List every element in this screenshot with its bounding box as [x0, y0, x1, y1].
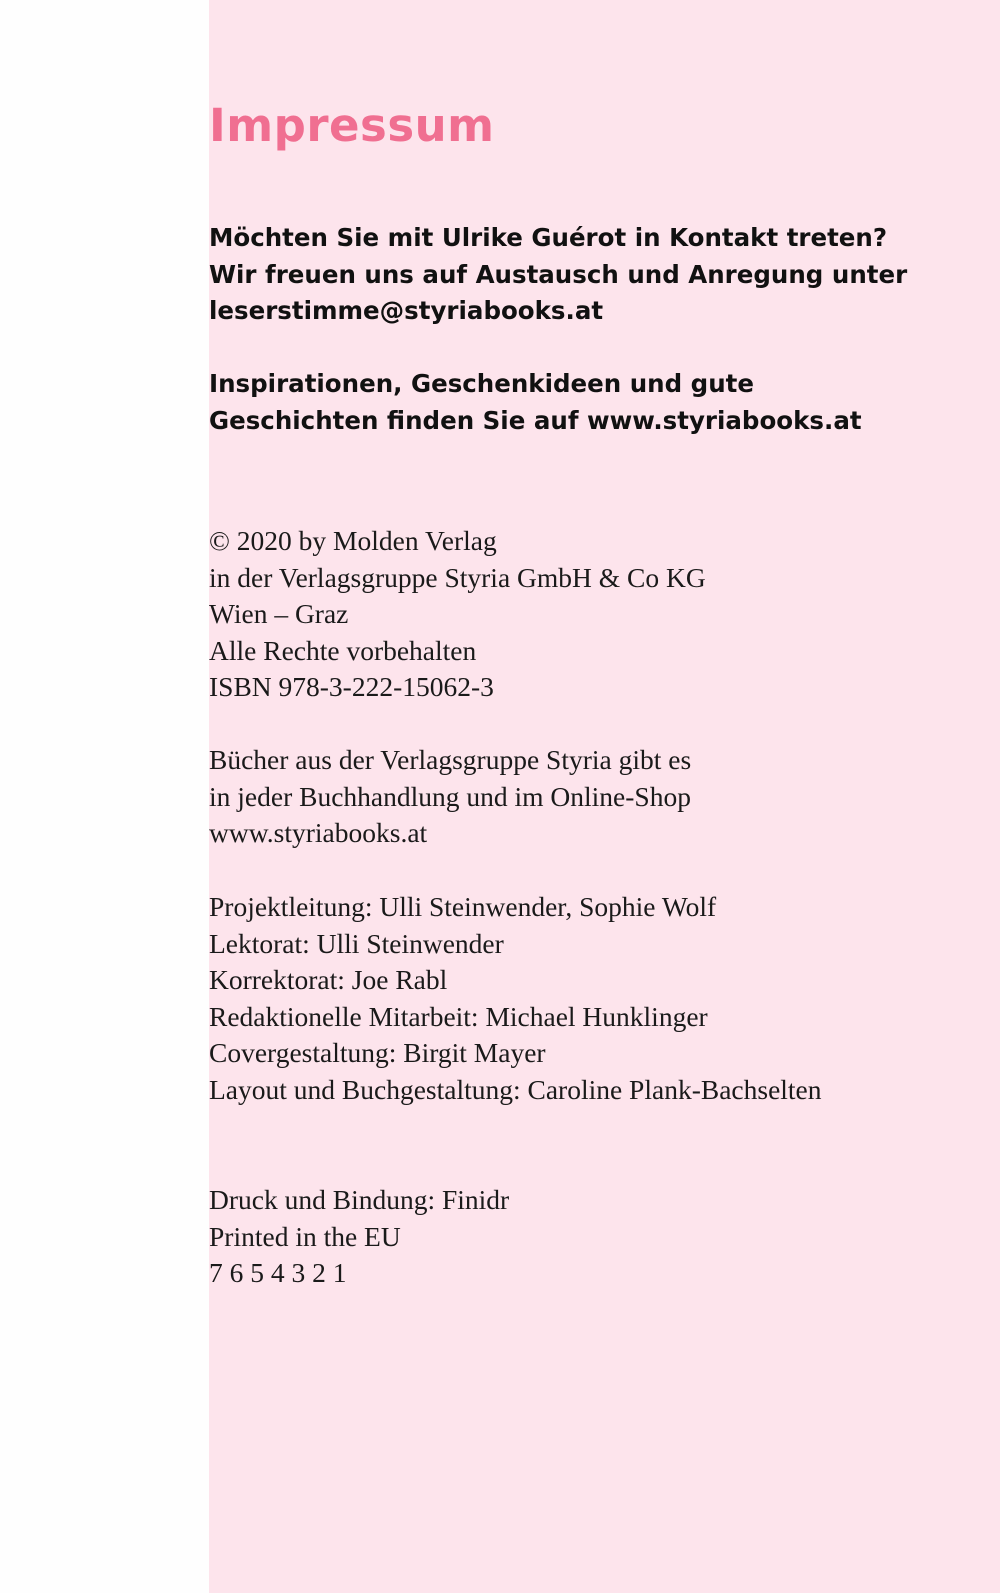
credit-line: Korrektorat: Joe Rabl	[209, 964, 448, 996]
books-availability-block	[209, 742, 691, 852]
copyright-line: © 2020 by Molden Verlag	[209, 525, 497, 556]
printing-line: Druck und Bindung: Finidr	[209, 1184, 510, 1215]
inspiration-line: Geschichten finden Sie auf www.styriabooks.at	[209, 405, 862, 435]
credit-line: Layout und Buchgestaltung: Caroline Plank-Bachselten	[209, 1073, 822, 1105]
printing-line: Printed in the EU	[209, 1220, 401, 1252]
credit-line: Lektorat: Ulli Steinwender	[209, 927, 504, 959]
contact-email-line: leserstimme@styriabooks.at	[209, 296, 604, 326]
inspiration-line: Inspirationen, Geschenkideen und gute	[209, 369, 754, 398]
page-title: Impressum	[209, 99, 495, 152]
website-line: www.styriabooks.at	[209, 817, 428, 849]
contact-line: Möchten Sie mit Ulrike Guérot in Kontakt treten?	[209, 223, 888, 252]
location-line: Wien – Graz	[209, 598, 349, 630]
credits-block	[209, 889, 822, 1109]
isbn-line: ISBN 978-3-222-15062-3	[209, 671, 494, 703]
books-line: Bücher aus der Verlagsgruppe Styria gibt es	[209, 744, 692, 775]
rights-line: Alle Rechte vorbehalten	[209, 634, 477, 666]
credit-line: Projektleitung: Ulli Steinwender, Sophie Wolf	[209, 891, 717, 922]
contact-block	[209, 220, 907, 330]
contact-line: Wir freuen uns auf Austausch und Anregung unter	[209, 259, 908, 289]
inspiration-block	[209, 366, 862, 439]
copyright-block	[209, 523, 706, 706]
credit-line: Redaktionelle Mitarbeit: Michael Hunklinger	[209, 1000, 708, 1032]
print-run-line: 7 6 5 4 3 2 1	[209, 1257, 347, 1289]
publisher-line: in der Verlagsgruppe Styria GmbH & Co KG	[209, 561, 706, 593]
credit-line: Covergestaltung: Birgit Mayer	[209, 1037, 546, 1069]
printing-block	[209, 1182, 509, 1292]
books-line: in jeder Buchhandlung und im Online-Shop	[209, 780, 691, 812]
